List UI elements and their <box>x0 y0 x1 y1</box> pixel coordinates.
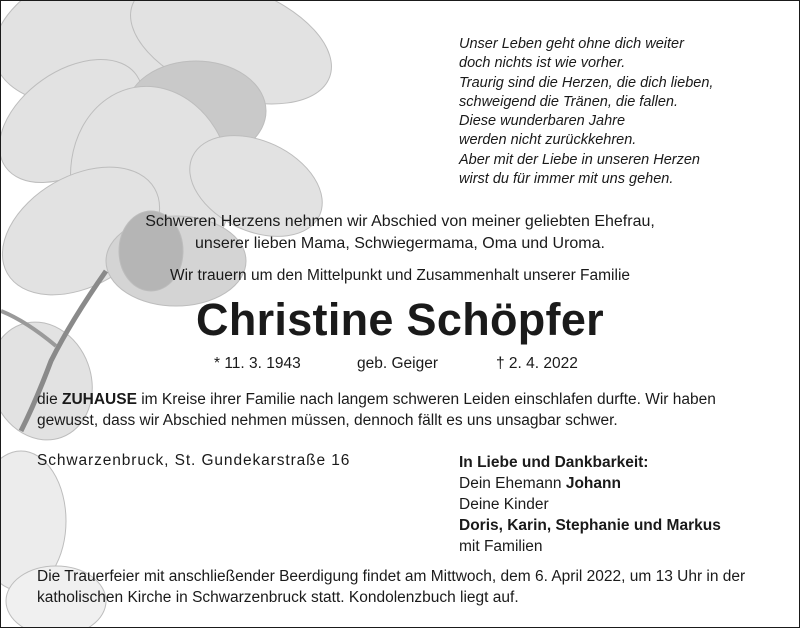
poem-line: Unser Leben geht ohne dich weiter <box>459 36 684 52</box>
poem-line: werden nicht zurückkehren. <box>459 132 637 149</box>
children-names: Doris, Karin, Stephanie und Markus <box>459 517 721 534</box>
body-prefix: die <box>37 391 62 408</box>
husband-prefix: Dein Ehemann <box>459 475 566 492</box>
poem-line: Aber mit der Liebe in unseren Herzen <box>459 151 700 168</box>
birth-date: * 11. 3. 1943 <box>214 355 301 372</box>
body-text <box>37 389 777 431</box>
signoff-heading: In Liebe und Dankbarkeit: <box>459 454 649 471</box>
poem-line: doch nichts ist wie vorher. <box>459 55 626 72</box>
husband-name: Johann <box>565 475 621 492</box>
signoff <box>459 452 721 557</box>
poem-line: Traurig sind die Herzen, die dich lieben, <box>459 74 714 91</box>
families-line: mit Familien <box>459 538 543 555</box>
poem-line: schweigend die Tränen, die fallen. <box>459 93 678 110</box>
body-emphasis: ZUHAUSE <box>62 391 137 408</box>
poem-line: Diese wunderbaren Jahre <box>459 113 626 130</box>
deceased-name: Christine Schöpfer <box>196 294 604 345</box>
mourn-line: Wir trauern um den Mittelpunkt und Zusammenhalt unserer Familie <box>169 267 631 284</box>
maiden-name: geb. Geiger <box>357 355 438 372</box>
intro-line-2: unserer lieben Mama, Schwiegermama, Oma und Uroma. <box>195 235 605 252</box>
children-label: Deine Kinder <box>459 496 549 513</box>
intro-text <box>1 211 799 255</box>
death-date: † 2. 4. 2022 <box>496 355 578 372</box>
address: Schwarzenbruck, St. Gundekarstraße 16 <box>37 452 351 469</box>
body-rest: im Kreise ihrer Familie nach langem schweren Leiden einschlafen durfte. Wir haben gewusst, dass wir Abschied nehmen müssen, dennoch fällt es uns unsagbar schwer. <box>37 391 716 429</box>
husband-line <box>459 473 721 494</box>
poem-line: wirst du für immer mit uns gehen. <box>459 171 674 188</box>
intro-line-1: Schweren Herzens nehmen wir Abschied von meiner geliebten Ehefrau, <box>145 213 655 230</box>
funeral-info: Die Trauerfeier mit anschließender Beerdigung findet am Mittwoch, dem 6. April 2022, um 13 Uhr in der katholischen Kirche in Schwarzenbruck statt. Kondolenzbuch liegt auf. <box>37 568 746 606</box>
poem <box>459 35 779 189</box>
